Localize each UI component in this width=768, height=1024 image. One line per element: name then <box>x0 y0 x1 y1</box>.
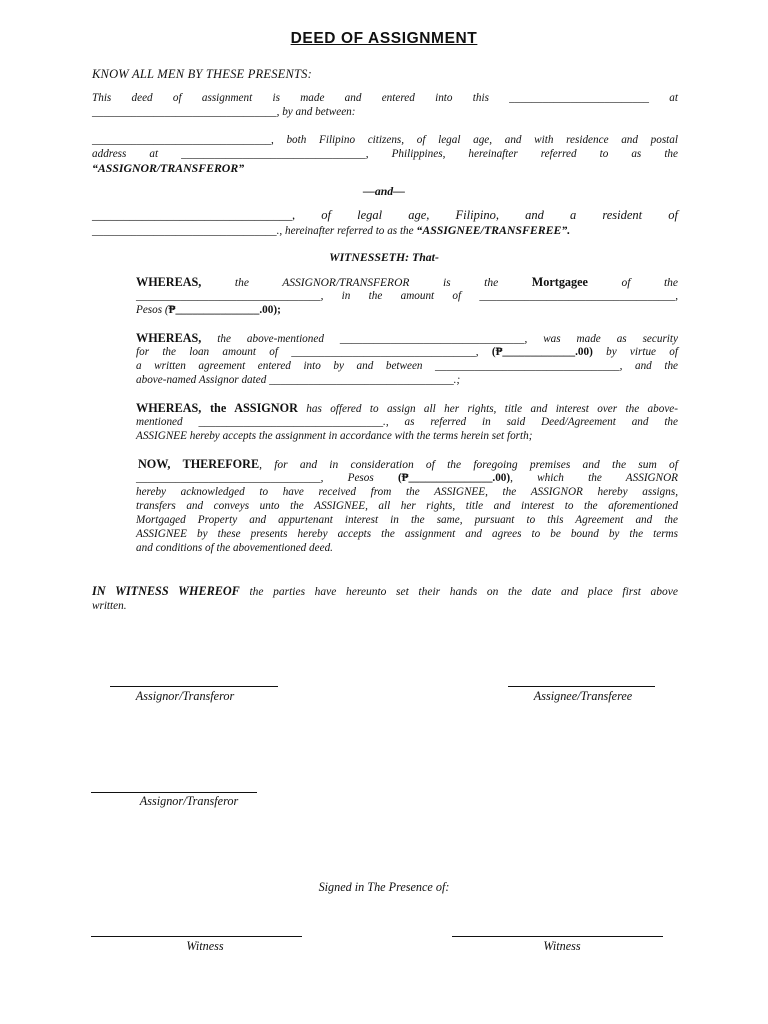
whereas-1-pesos-amount: ₱_______________.00); <box>168 304 281 316</box>
assignor-signature-label-1: Assignor/Transferor <box>135 689 235 703</box>
assignee-line-2 <box>92 223 678 238</box>
assignor-designation: “ASSIGNOR/TRANSFEROR” <box>92 161 245 175</box>
whereas-1-line-2: _________________________________, in the amount of ___________________________________, <box>136 290 678 302</box>
witness-signature-line-1 <box>91 936 302 937</box>
whereas-2-loan-amount: (₱_____________.00) <box>491 346 593 358</box>
witnesseth-heading: WITNESSETH: That- <box>329 250 439 264</box>
now-therefore-line-4: transfers and conveys unto the ASSIGNEE, all her rights, title and interest to the aforementioned <box>136 500 678 512</box>
assignee-line-2-text: _________________________________., hereinafter referred to as the <box>92 225 417 237</box>
whereas-2-loan-text: for the loan amount of _________________________________, <box>136 346 492 358</box>
witness-clause-lead: IN WITNESS WHEREOF <box>92 584 240 598</box>
now-therefore-line-2 <box>136 471 678 485</box>
intro-line-1: This deed of assignment is made and entered into this _________________________ at <box>92 92 678 104</box>
whereas-1-lead: WHEREAS, <box>136 275 202 289</box>
signed-in-presence-label: Signed in The Presence of: <box>318 880 450 894</box>
now-therefore-line-1 <box>138 457 678 472</box>
assignee-designation: “ASSIGNEE/TRANSFEREE”. <box>416 223 571 237</box>
now-therefore-line-5: Mortgaged Property and appurtenant interest in the same, pursuant to this Agreement and the <box>136 514 678 526</box>
assignor-line-1: ________________________________, both Filipino citizens, of legal age, and with residence and postal <box>92 134 678 146</box>
witness-signature-line-2 <box>452 936 663 937</box>
whereas-2-line-3: a written agreement entered into by and between _________________________________, and the <box>136 360 678 372</box>
now-therefore-line-6: ASSIGNEE by these presents hereby accepts the assignment and agrees to be bound by the terms <box>136 528 678 540</box>
whereas-2-text: the above-mentioned _________________________________, was made as security <box>201 333 678 345</box>
whereas-3-line-1 <box>136 401 678 416</box>
whereas-2-line-4: above-named Assignor dated _________________________________.; <box>136 374 461 386</box>
now-therefore-lead: NOW, THEREFORE <box>138 457 260 471</box>
whereas-2-lead: WHEREAS, <box>136 331 202 345</box>
whereas-1-text-a: the ASSIGNOR/TRANSFEROR is the <box>201 277 532 289</box>
now-therefore-line-3: hereby acknowledged to have received from the ASSIGNEE, the ASSIGNOR hereby assigns, <box>136 486 678 498</box>
mortgagee-term: Mortgagee <box>531 275 588 289</box>
witness-clause-line-2: written. <box>92 600 127 612</box>
now-therefore-assignor-text: , which the ASSIGNOR <box>510 472 679 484</box>
whereas-3-text: has offered to assign all her rights, title and interest over the above- <box>297 403 678 415</box>
whereas-3-line-2: mentioned _________________________________., as referred in said Deed/Agreement and the <box>136 416 678 428</box>
witness-clause-line-1 <box>92 584 678 599</box>
whereas-3-lead: WHEREAS, the ASSIGNOR <box>136 401 298 415</box>
intro-line-2: _________________________________, by and between: <box>92 106 356 118</box>
assignor-signature-line-2 <box>91 792 257 793</box>
whereas-2-line-1 <box>136 331 678 346</box>
assignor-line-2: address at _________________________________, Philippines, hereinafter referred to as the <box>92 148 678 160</box>
whereas-2-virtue-text: by virtue of <box>592 346 678 358</box>
now-therefore-line-7: and conditions of the abovementioned deed. <box>136 542 333 554</box>
witness-label-2: Witness <box>543 939 581 953</box>
witness-label-1: Witness <box>186 939 224 953</box>
document-title: DEED OF ASSIGNMENT <box>290 30 478 47</box>
assignor-signature-line-1 <box>110 686 278 687</box>
assignee-signature-label: Assignee/Transferee <box>533 689 633 703</box>
now-therefore-sum-text: _________________________________, Pesos <box>136 472 398 484</box>
now-therefore-text: , for and in consideration of the foregoing premises and the sum of <box>259 459 678 471</box>
assignee-line-1: ________________________________, of legal age, Filipino, and a resident of <box>92 208 678 222</box>
whereas-1-line-3 <box>136 303 678 317</box>
assignee-signature-line <box>508 686 655 687</box>
and-separator: —and— <box>363 184 405 198</box>
whereas-1-line-1 <box>136 275 678 290</box>
know-all-men-heading: KNOW ALL MEN BY THESE PRESENTS: <box>92 67 312 81</box>
now-therefore-sum-amount: (₱_______________.00) <box>397 472 511 484</box>
whereas-2-line-2 <box>136 345 678 359</box>
whereas-3-line-3: ASSIGNEE hereby accepts the assignment in accordance with the terms herein set forth; <box>136 430 533 442</box>
whereas-1-pesos-label: Pesos ( <box>136 304 169 316</box>
assignor-signature-label-2: Assignor/Transferor <box>139 794 239 808</box>
whereas-1-text-c: of the <box>587 277 678 289</box>
witness-clause-text: the parties have hereunto set their hands on the date and place first above <box>239 586 679 598</box>
